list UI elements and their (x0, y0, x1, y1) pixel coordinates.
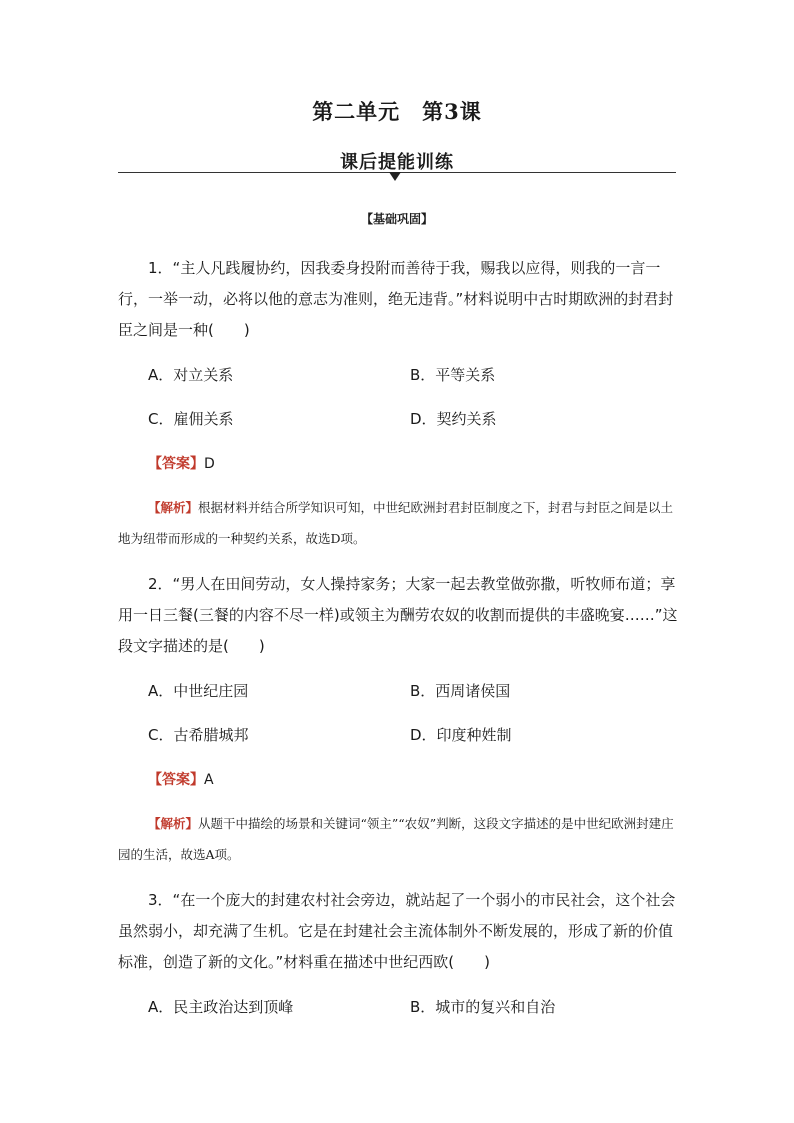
answer-value: D (204, 456, 215, 472)
question-1-explanation (118, 492, 678, 554)
question-3-stem: 3．“在一个庞大的封建农村社会旁边，就站起了一个弱小的市民社会，这个社会虽然弱小，却充满了生机。它是在封建社会主流体制外不断发展的，形成了新的价值标准，创造了新的文化。”材料重在描述中世纪西欧( ) (118, 891, 676, 971)
question-2-option-d: D．印度种姓制 (410, 726, 512, 744)
down-triangle-icon (389, 172, 401, 181)
question-3-option-b: B．城市的复兴和自治 (410, 998, 556, 1016)
answer-tag: 【答案】 (148, 456, 204, 472)
explanation-text: 根据材料并结合所学知识可知，中世纪欧洲封君封臣制度之下，封君与封臣之间是以土地为纽带而形成的一种契约关系，故选D项。 (118, 500, 674, 546)
answer-value: A (204, 772, 214, 788)
question-2-explanation (118, 808, 678, 870)
question-2-option-b: B．西周诸侯国 (410, 682, 511, 700)
question-2-answer (148, 769, 214, 789)
page-title: 第二单元 第3课 (312, 99, 482, 124)
question-2-stem: 2．“男人在田间劳动，女人操持家务；大家一起去教堂做弥撒，听牧师布道；享用一日三餐(三餐的内容不尽一样)或领主为酬劳农奴的收割而提供的丰盛晚宴……”这段文字描述的是( ) (118, 575, 678, 655)
question-1-option-d: D．契约关系 (410, 410, 497, 428)
question-2-option-c: C．古希腊城邦 (148, 726, 249, 744)
question-1-option-b: B．平等关系 (410, 366, 496, 384)
page-subtitle: 课后提能训练 (340, 152, 454, 173)
question-1-option-c: C．雇佣关系 (148, 410, 234, 428)
section-label: 【基础巩固】 (360, 212, 433, 226)
explain-tag: 【解析】 (148, 500, 199, 515)
question-1-stem: 1．“主人凡践履协约，因我委身投附而善待于我，赐我以应得，则我的一言一行，一举一动，必将以他的意志为准则，绝无违背。”材料说明中古时期欧洲的封君封臣之间是一种( ) (118, 259, 674, 339)
question-1-answer (148, 453, 215, 473)
question-1-option-a: A．对立关系 (148, 366, 234, 384)
explanation-text: 从题干中描绘的场景和关键词“领主”“农奴”判断，这段文字描述的是中世纪欧洲封建庄园的生活，故选A项。 (118, 816, 674, 862)
question-3-option-a: A．民主政治达到顶峰 (148, 998, 294, 1016)
explain-tag: 【解析】 (148, 816, 199, 831)
question-2-option-a: A．中世纪庄园 (148, 682, 249, 700)
answer-tag: 【答案】 (148, 772, 204, 788)
